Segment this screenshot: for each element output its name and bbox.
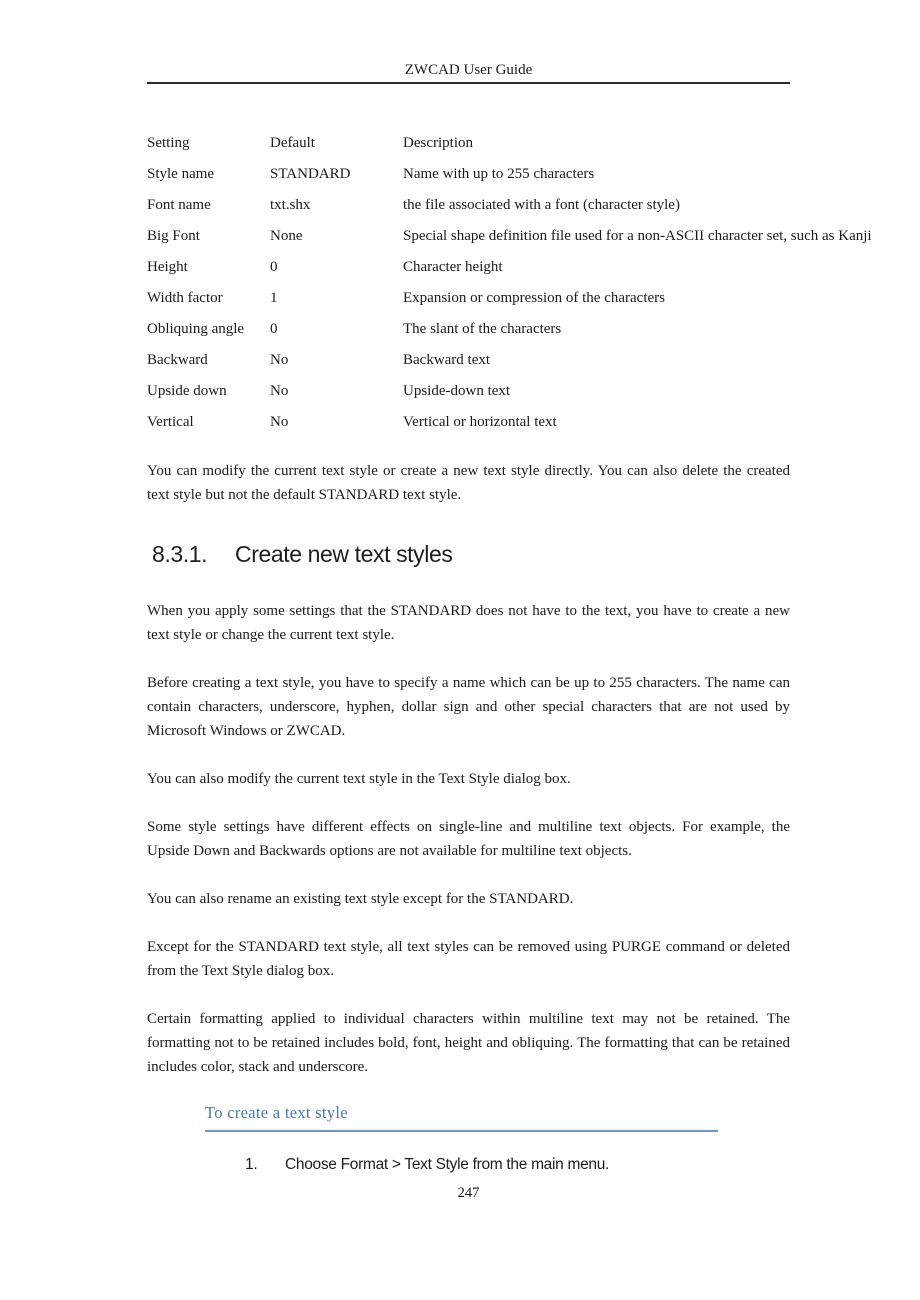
cell-description: The slant of the characters (403, 321, 562, 337)
settings-table (147, 128, 872, 438)
cell-default: No (270, 352, 289, 368)
table-row (147, 190, 790, 221)
cell-default: 0 (270, 321, 278, 337)
cell-default: No (270, 414, 289, 430)
section-heading (147, 539, 790, 569)
page-header (147, 62, 790, 84)
cell-description: the file associated with a font (character style) (403, 197, 680, 213)
column-header-default: Default (270, 135, 315, 151)
table-header-row (147, 128, 790, 159)
cell-description: Vertical or horizontal text (403, 414, 557, 430)
cell-setting: Height (147, 259, 188, 275)
table-row (147, 314, 790, 345)
cell-default: None (270, 228, 303, 244)
paragraph: You can also rename an existing text style except for the STANDARD. (147, 891, 574, 907)
procedure-link[interactable]: To create a text style (205, 1103, 348, 1122)
table-row (147, 283, 790, 314)
paragraph: Except for the STANDARD text style, all text styles can be removed using PURGE command or deleted from the Text Style dialog box. (147, 939, 790, 979)
paragraph: Some style settings have different effects on single-line and multiline text objects. For example, the Upside Down and Backwards options are not available for multiline text objects. (147, 819, 790, 859)
step-text: Choose Format > Text Style from the main menu. (285, 1156, 610, 1173)
cell-default: 0 (270, 259, 278, 275)
column-header-description: Description (403, 135, 473, 151)
cell-setting: Font name (147, 197, 211, 213)
cell-description: Backward text (403, 352, 491, 368)
cell-default: STANDARD (270, 166, 351, 182)
cell-default: txt.shx (270, 197, 311, 213)
cell-setting: Big Font (147, 228, 200, 244)
header-title: ZWCAD User Guide (404, 62, 533, 78)
paragraph: Certain formatting applied to individual characters within multiline text may not be retained. The formatting not to be retained includes bold, font, height and obliquing. The formatting that can be retained includes color, stack and underscore. (147, 1011, 790, 1075)
table-row (147, 376, 790, 407)
cell-description: Upside-down text (403, 383, 511, 399)
steps-list (147, 1156, 790, 1173)
table-row (147, 407, 790, 438)
cell-setting: Vertical (147, 414, 194, 430)
paragraph: You can also modify the current text style in the Text Style dialog box. (147, 771, 571, 787)
table-row (147, 221, 872, 252)
section-title: Create new text styles (235, 541, 453, 567)
table-row (147, 252, 790, 283)
cell-setting: Backward (147, 352, 208, 368)
cell-setting: Upside down (147, 383, 227, 399)
cell-default: 1 (270, 290, 278, 306)
cell-description: Expansion or compression of the characters (403, 290, 665, 306)
table-row (147, 159, 790, 190)
paragraph: When you apply some settings that the STANDARD does not have to the text, you have to create a new text style or change the current text style. (147, 603, 790, 643)
table-row (147, 345, 790, 376)
intro-paragraph: You can modify the current text style or create a new text style directly. You can also delete the created text style but not the default STANDARD text style. (147, 463, 790, 503)
cell-setting: Width factor (147, 290, 223, 306)
section-number: 8.3.1. (152, 541, 208, 567)
step-item (147, 1156, 790, 1173)
page-content (147, 62, 872, 1201)
cell-setting: Obliquing angle (147, 321, 245, 337)
cell-description: Name with up to 255 characters (403, 166, 595, 182)
cell-description: Special shape definition file used for a non-ASCII character set, such as Kanji (403, 228, 872, 244)
step-number: 1. (245, 1156, 258, 1173)
paragraph: Before creating a text style, you have to specify a name which can be up to 255 characters. The name can contain characters, underscore, hyphen, dollar sign and other special characters that are not used by Microsoft Windows or ZWCAD. (147, 675, 790, 739)
cell-default: No (270, 383, 289, 399)
page-number: 247 (457, 1185, 480, 1201)
procedure-link-block (205, 1103, 718, 1132)
column-header-setting: Setting (147, 135, 190, 151)
cell-setting: Style name (147, 166, 215, 182)
cell-description: Character height (403, 259, 503, 275)
